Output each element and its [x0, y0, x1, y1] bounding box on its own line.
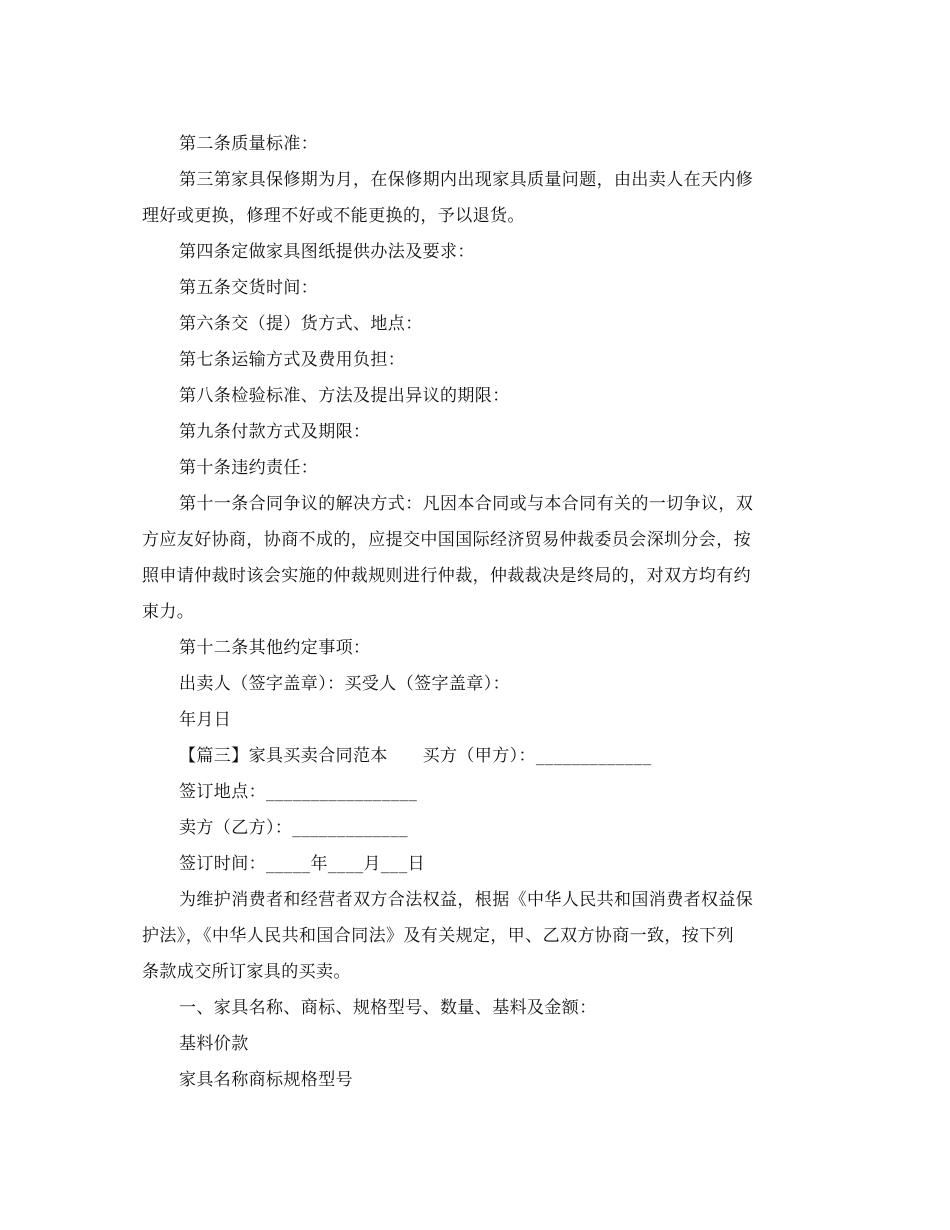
- clause-11-dispute-line-3: 照申请仲裁时该会实施的仲裁规则进行仲裁，仲裁裁决是终局的，对双方均有约: [142, 566, 751, 586]
- clause-3-warranty-line-1: 第三第家具保修期为月，在保修期内出现家具质量问题，由出卖人在天内修: [179, 170, 754, 190]
- clause-4-drawings: 第四条定做家具图纸提供办法及要求：: [179, 242, 475, 262]
- base-material-price: 基料价款: [179, 1034, 249, 1054]
- clause-9-payment: 第九条付款方式及期限：: [179, 422, 371, 442]
- section-3-heading-buyer: 【篇三】家具买卖合同范本 买方（甲方）：_____________: [179, 746, 652, 766]
- clause-11-dispute-line-1: 第十一条合同争议的解决方式：凡因本合同或与本合同有关的一切争议，双: [179, 494, 754, 514]
- clause-11-dispute-line-4: 束力。: [142, 602, 195, 622]
- clause-6-delivery-method: 第六条交（提）货方式、地点：: [179, 314, 423, 334]
- preamble-line-1: 为维护消费者和经营者双方合法权益，根据《中华人民共和国消费者权益保: [179, 890, 754, 910]
- clause-12-other: 第十二条其他约定事项：: [179, 638, 371, 658]
- clause-3-warranty-line-2: 理好或更换，修理不好或不能更换的，予以退货。: [142, 206, 525, 226]
- clause-10-liability: 第十条违约责任：: [179, 458, 319, 478]
- clause-5-delivery-time: 第五条交货时间：: [179, 278, 319, 298]
- item-1-heading: 一、家具名称、商标、规格型号、数量、基料及金额：: [179, 998, 597, 1018]
- date-line: 年月日: [179, 710, 232, 730]
- signing-place: 签订地点：_________________: [179, 782, 418, 802]
- clause-7-transport: 第七条运输方式及费用负担：: [179, 350, 406, 370]
- clause-11-dispute-line-2: 方应友好协商，协商不成的，应提交中国国际经济贸易仲裁委员会深圳分会，按: [142, 530, 751, 550]
- clause-2-quality: 第二条质量标准：: [179, 134, 319, 154]
- document-body: [142, 126, 794, 1098]
- signing-time: 签订时间：_____年____月___日: [179, 854, 425, 874]
- preamble-line-3: 条款成交所订家具的买卖。: [142, 962, 351, 982]
- signature-line: 出卖人（签字盖章）：买受人（签字盖章）：: [179, 674, 510, 694]
- clause-8-inspection: 第八条检验标准、方法及提出异议的期限：: [179, 386, 510, 406]
- preamble-line-2: 护法》，《中华人民共和国合同法》及有关规定，甲、乙双方协商一致，按下列: [142, 926, 734, 946]
- furniture-spec-header: 家具名称商标规格型号: [179, 1070, 353, 1090]
- seller-party: 卖方（乙方）：_____________: [179, 818, 408, 838]
